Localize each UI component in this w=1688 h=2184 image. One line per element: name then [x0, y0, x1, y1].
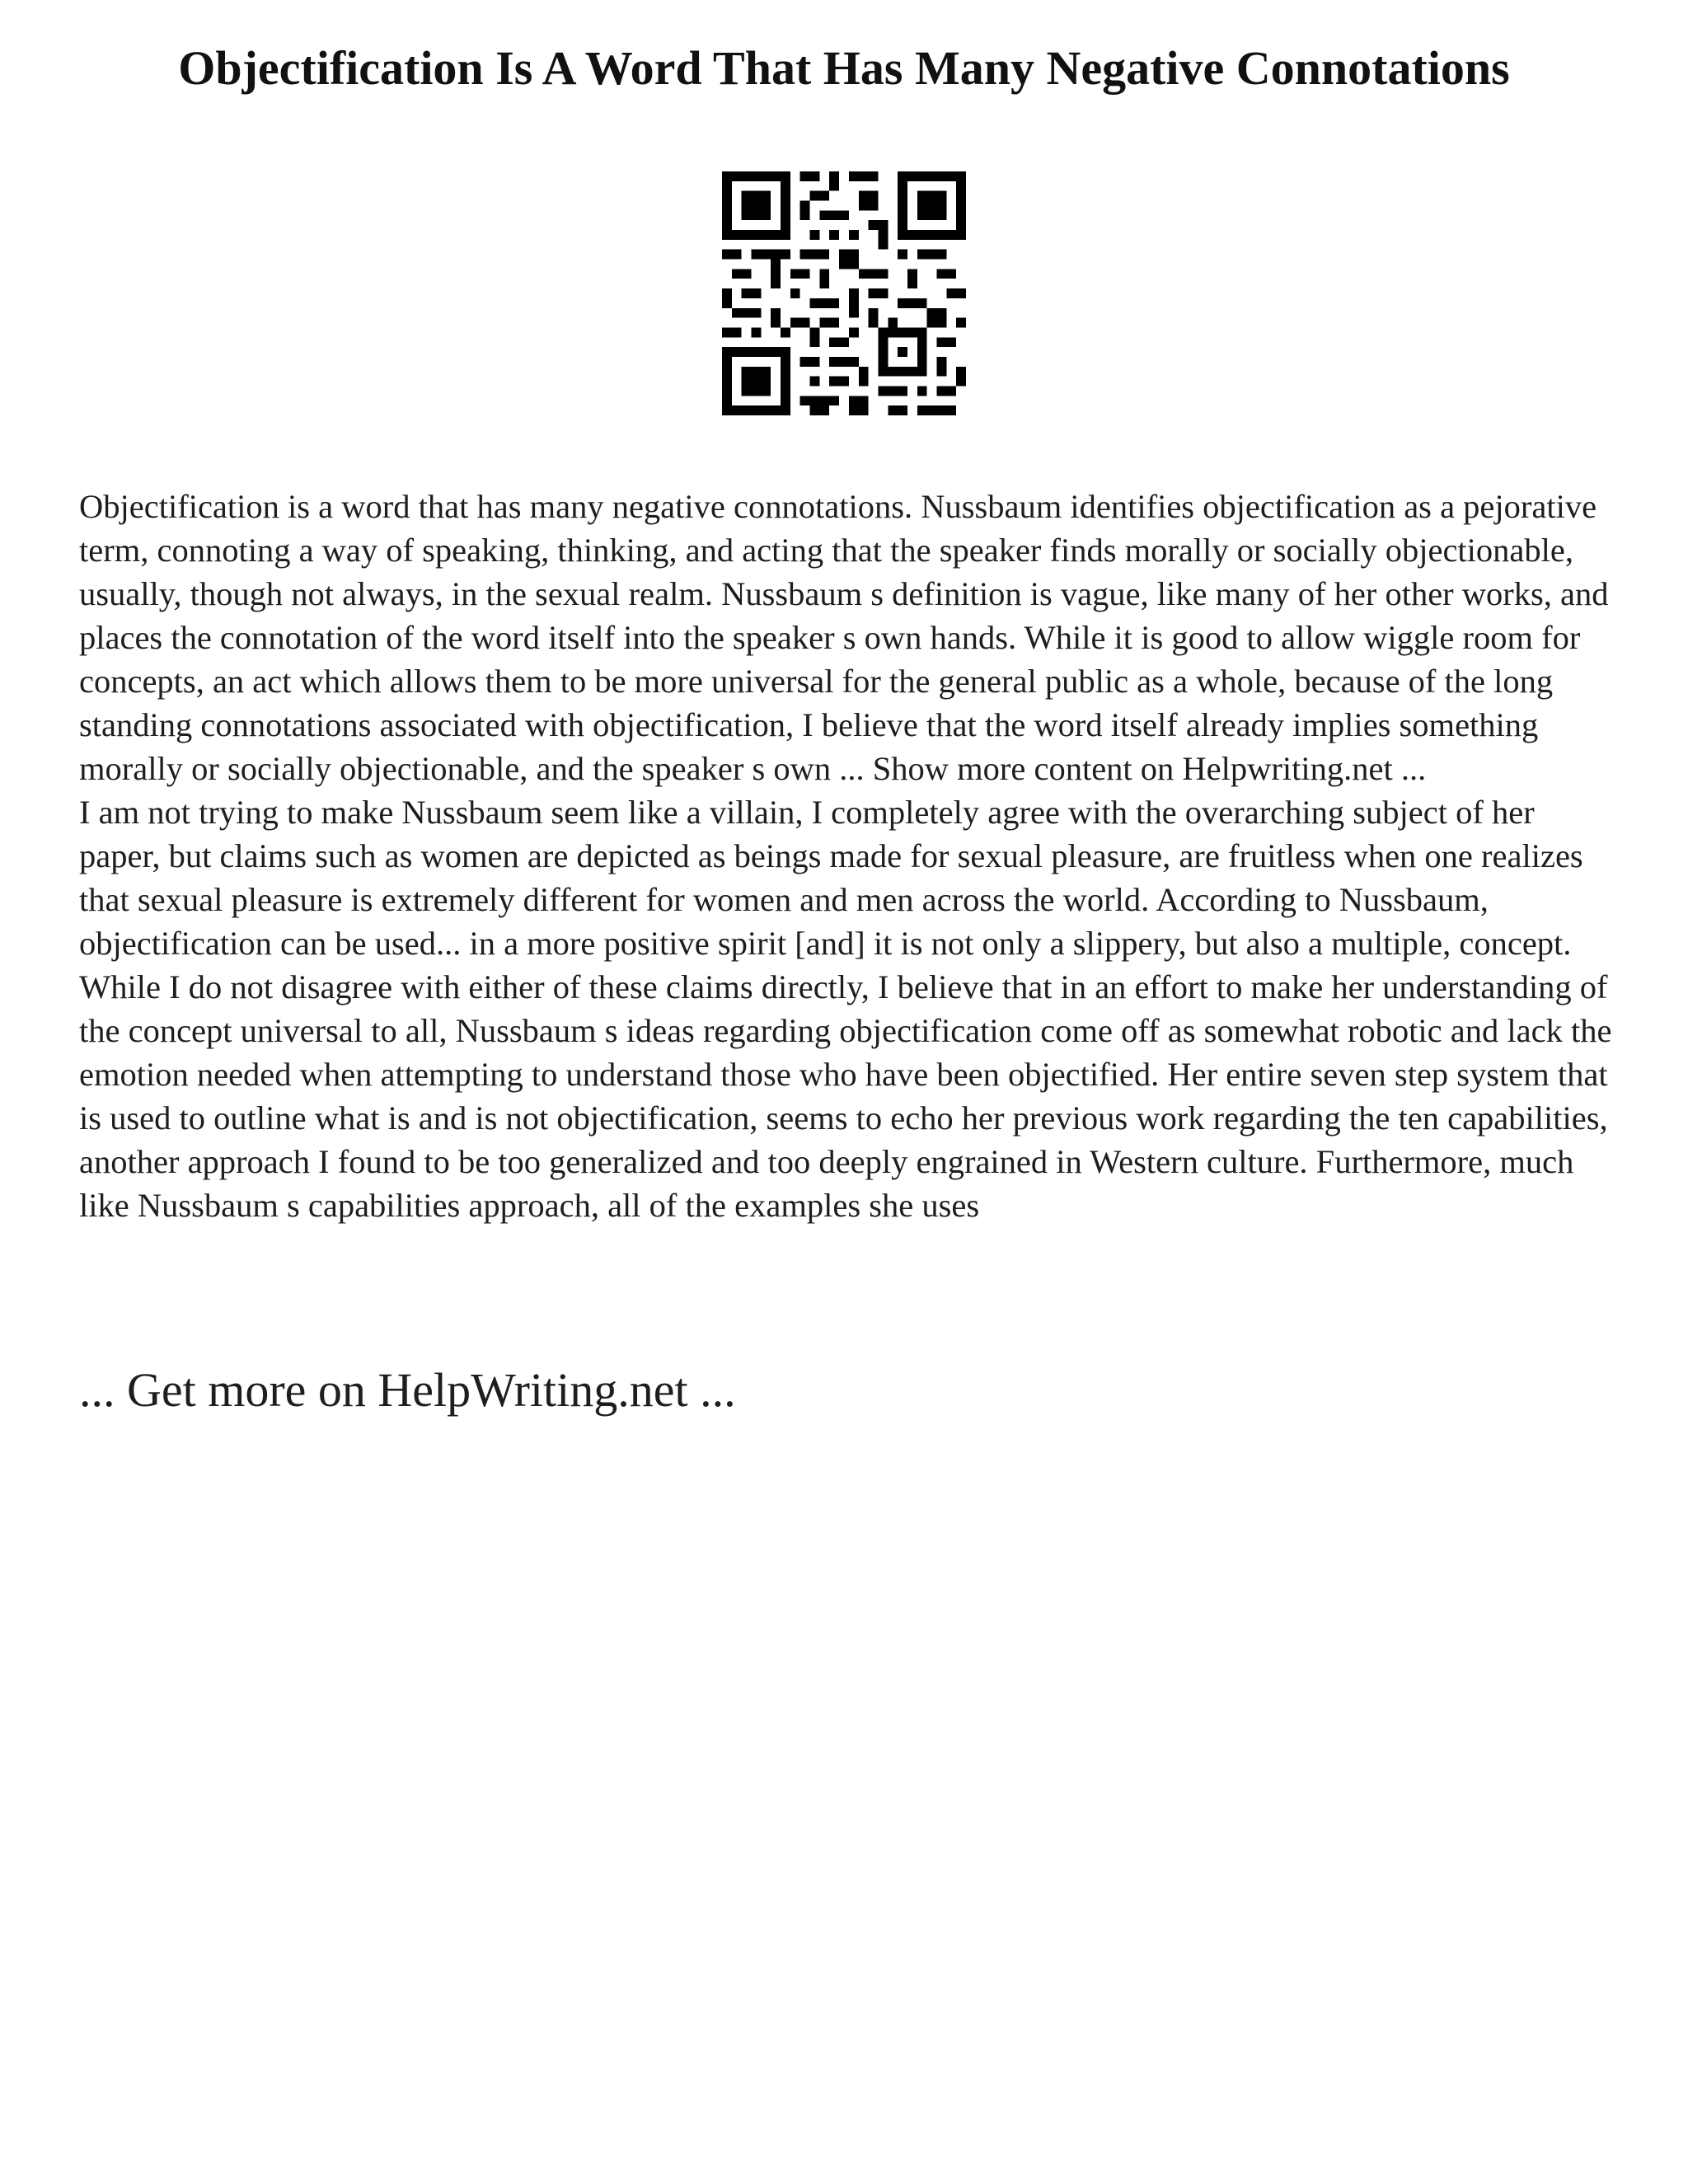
get-more-link[interactable]: ... Get more on HelpWriting.net ... — [79, 1363, 736, 1417]
essay-paragraph-2: I am not trying to make Nussbaum seem like a villain, I completely agree with the overarching subject of her paper, but claims such as women are depicted as beings made for sexual pleasure, are fruitless when one realizes that sexual pleasure is extremely different for women and men across the world. According to Nussbaum, objectification can be used... in a more positive spirit [and] it is not only a slippery, but also a multiple, concept. While I do not disagree with either of these claims directly, I believe that in an effort to make her understanding of the concept universal to all, Nussbaum s ideas regarding objectification come off as somewhat robotic and lack the emotion needed when attempting to understand those who have been objectified. Her entire seven step system that is used to outline what is and is not objectification, seems to echo her previous work regarding the ten capabilities, another approach I found to be too generalized and too deeply engrained in Western culture. Furthermore, much like Nussbaum s capabilities approach, all of the examples she uses — [79, 794, 1612, 1224]
essay-body — [79, 485, 1617, 1227]
essay-paragraph-1: Objectification is a word that has many negative connotations. Nussbaum identifies objectification as a pejorative term, connoting a way of speaking, thinking, and acting that the speaker finds morally or socially objectionable, usually, though not always, in the sexual realm. Nussbaum s definition is vague, like many of her other works, and places the connotation of the word itself into the speaker s own hands. While it is good to allow wiggle room for concepts, an act which allows them to be more universal for the general public as a whole, because of the long standing connotations associated with objectification, I believe that the word itself already implies something morally or socially objectionable, and the speaker s own ... Show more content on Helpwriting.net ... — [79, 488, 1609, 787]
qr-code-icon[interactable] — [722, 171, 966, 415]
page-title: Objectification Is A Word That Has Many Negative Connotations — [178, 41, 1510, 95]
